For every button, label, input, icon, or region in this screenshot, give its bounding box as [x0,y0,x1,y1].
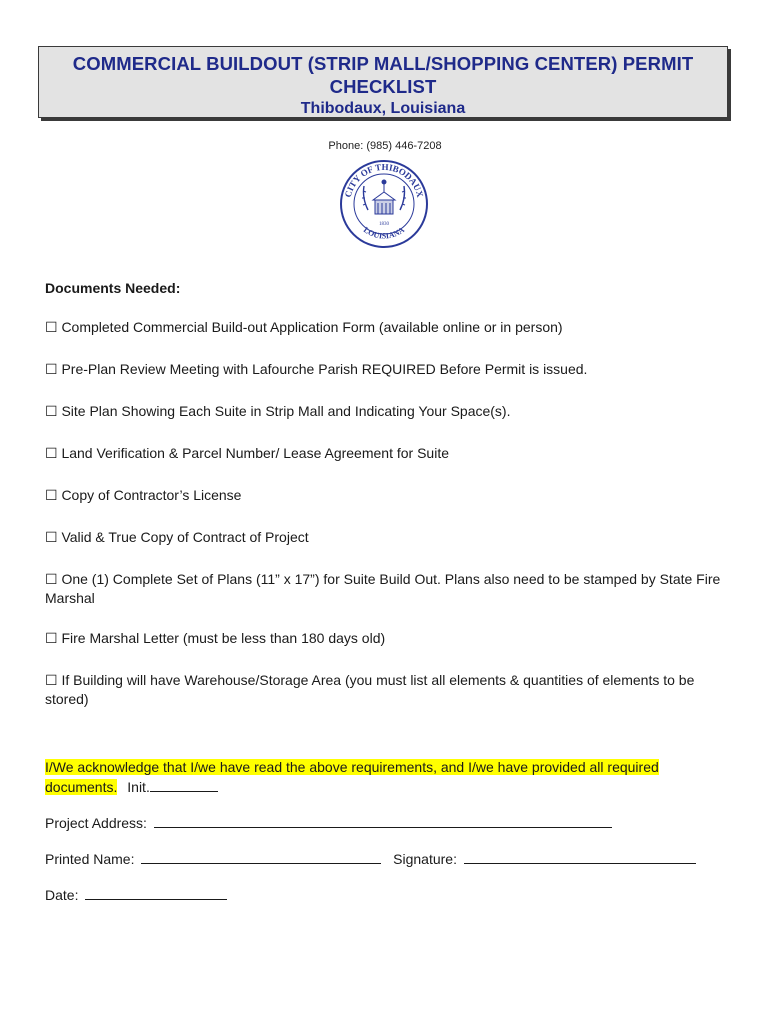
document-subtitle: Thibodaux, Louisiana [300,100,466,117]
checklist-item-contractor-license: ☐ Copy of Contractor’s License [45,487,242,503]
checklist-item-fire-marshal-letter: ☐ Fire Marshal Letter (must be less than 180 days old) [45,630,386,646]
checklist-item-pre-plan-review: ☐ Pre-Plan Review Meeting with Lafourche Parish REQUIRED Before Permit is issued. [45,361,588,377]
checklist-item-plans-set: ☐ One (1) Complete Set of Plans (11” x 17”) for Suite Build Out. Plans also need to be stamped by State Fire Marshal [45,571,721,606]
checklist-item-application-form: ☐ Completed Commercial Build-out Application Form (available online or in person) [45,319,563,335]
signature-label: Signature: [393,851,457,867]
printed-name-label: Printed Name: [45,851,135,867]
title-box [38,46,728,118]
project-address-label: Project Address: [45,815,147,831]
project-address-field[interactable] [154,813,612,828]
city-seal-logo [334,158,434,250]
acknowledgement-statement [45,758,735,796]
date-label: Date: [45,887,79,903]
init-label: Init. [127,778,150,795]
documents-needed-heading: Documents Needed: [45,280,181,296]
name-signature-row [45,849,696,868]
checklist-item-site-plan: ☐ Site Plan Showing Each Suite in Strip Mall and Indicating Your Space(s). [45,403,511,419]
project-address-row [45,813,612,832]
checklist-item-warehouse-storage: ☐ If Building will have Warehouse/Storage Area (you must list all elements & quantities of elements to be stored) [45,672,695,707]
seal-year: 1830 [379,222,389,227]
printed-name-field[interactable] [141,849,381,864]
document-title-line-1: COMMERCIAL BUILDOUT (STRIP MALL/SHOPPING CENTER) PERMIT [72,53,694,74]
document-title-line-2: CHECKLIST [329,76,437,97]
acknowledgement-text: I/We acknowledge that I/we have read the above requirements, and I/we have provided all required documents. [45,759,659,795]
signature-field[interactable] [464,849,696,864]
checklist-item-contract-copy: ☐ Valid & True Copy of Contract of Project [45,529,309,545]
seal-text-bottom: LOUISIANA [361,225,407,241]
seal-text-top: CITY OF THIBODAUX [342,161,426,199]
date-field[interactable] [85,885,227,900]
phone-number: Phone: (985) 446-7208 [328,140,442,152]
checklist-item-land-verification: ☐ Land Verification & Parcel Number/ Lease Agreement for Suite [45,445,449,461]
date-row [45,885,227,904]
init-field[interactable] [150,777,218,792]
